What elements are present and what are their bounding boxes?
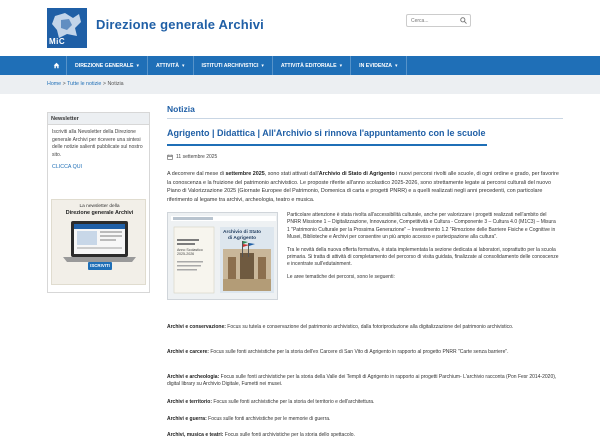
breadcrumb-current: Notizia xyxy=(107,81,124,87)
nav-label: ATTIVITÀ xyxy=(156,62,179,69)
theme-item xyxy=(167,324,563,331)
article-paragraph: Particolare attenzione è stata rivolta all'accessibilità culturale, anche per valorizzare i progetti realizzati nell'ambito del PNRR Missione 1 – Digitalizzazione, Innovazione, Competitività e Cultura - Componente 3 – Cultura 4.0 (M1C3) – Misura 1 "Patrimonio Culturale per la Prossima Generazione" – Investimento 1.2 "Rimozione delle Barriere Fisiche e Cognitive in Musei, Biblioteche e Archivi per consentire un più ampio accesso e partecipazione alla cultura". xyxy=(287,212,556,241)
theme-text: Focus sulle fonti archivistiche per la storia della Valle dei Templi di Agrigento in rapporto ai progetti Parchium- L'archivio racconta (Pon Fesr 2014-2020), digital library su Archivio Digitale, Fumetti nei musei. xyxy=(167,374,557,388)
chevron-down-icon: ▾ xyxy=(136,62,140,69)
theme-item xyxy=(167,399,563,406)
nav-home[interactable] xyxy=(47,56,67,75)
nav-label: DIREZIONE GENERALE xyxy=(75,62,134,69)
home-icon xyxy=(53,62,60,69)
theme-name: Archivi, musica e teatri: xyxy=(167,432,224,438)
theme-text: Focus su tutela e conservazione del patrimonio archivistico, dalla fotoriproduzione alla digitalizzazione del patrimonio archivistico. xyxy=(225,324,514,330)
chevron-down-icon: ▾ xyxy=(182,62,185,69)
theme-text: Focus sulle fonti archivistiche per la storia dell'ex Carcere di San Vito di Agrigento in rapporto al progetto PNRR "Carte senza barriere". xyxy=(208,349,509,355)
poster-title1: Archivio di Stato xyxy=(223,230,262,235)
theme-text: Focus sulle fonti archivistiche per la storia dello spettacolo. xyxy=(223,432,355,438)
article-image[interactable] xyxy=(167,212,278,300)
nav-direzione-generale[interactable] xyxy=(67,56,148,75)
nav-in-evidenza[interactable] xyxy=(351,56,406,75)
site-header xyxy=(0,0,600,56)
article-date-row xyxy=(167,154,563,160)
nav-label: ISTITUTI ARCHIVISTICI xyxy=(201,62,259,69)
article-headline: Agrigento | Didattica | All'Archivio si rinnova l'appuntamento con le scuole xyxy=(167,128,487,146)
article-paragraph: Le aree tematiche dei percorsi, sono le seguenti: xyxy=(287,273,395,280)
promo-line1: La newsletter della xyxy=(79,204,120,209)
search-input[interactable] xyxy=(407,15,457,26)
mic-logo[interactable] xyxy=(47,8,87,48)
nav-label: ATTIVITÀ EDITORIALE xyxy=(280,62,337,69)
breadcrumb-all-news[interactable]: Tutte le notizie xyxy=(67,81,102,87)
theme-name: Archivi e conservazione: xyxy=(167,324,226,330)
newsletter-promo-banner[interactable] xyxy=(51,199,146,285)
theme-name: Archivi e archeologia: xyxy=(167,374,220,380)
site-title[interactable]: Direzione generale Archivi xyxy=(96,17,264,32)
intro-bold: Archivio di Stato di Agrigento xyxy=(318,171,395,177)
newsletter-widget xyxy=(47,112,150,293)
nav-attivita[interactable] xyxy=(148,56,193,75)
theme-item xyxy=(167,374,563,389)
nav-label: IN EVIDENZA xyxy=(359,62,392,69)
theme-name: Archivi e territorio: xyxy=(167,399,213,405)
intro-text: i nuovi percorsi rivolti alle scuole, di ogni ordine e grado, per favorire la conoscenza e la fruizione del patrimonio archivistico. Le proposte riferite all'anno scolastico 2025-2026, sono strettamente legate ai percorsi culturali del nuovo Piano di Valorizzazione 2025 (Giornate Europee del Patrimonio, Domenica di carta e progetti PNRR) e a quelli realizzati negli anni precedenti, con particolare riferimento al legame tra archivi, archeologia, teatro e musica. xyxy=(167,171,559,203)
intro-text: A decorrere dal mese di xyxy=(167,171,226,177)
article-paragraph: Tra le novità della nuova offerta formativa, è stata implementata la sezione dedicata ai laboratori, soprattutto per la scuola primaria. Si tratta di attività di completamento del percorso di visita guidata, finalizzate al consolidamento delle conoscenze e incentrate sull'edutainment. xyxy=(287,246,559,268)
subscribe-button[interactable]: ISCRIVITI xyxy=(88,262,112,270)
search-box xyxy=(406,14,471,27)
main-nav xyxy=(0,56,600,75)
chevron-down-icon: ▾ xyxy=(395,62,398,69)
theme-item xyxy=(167,416,563,423)
promo-line2: Direzione generale Archivi xyxy=(65,210,134,216)
theme-item xyxy=(167,349,563,356)
figure-row xyxy=(167,212,563,304)
page-title: Notizia xyxy=(167,103,563,119)
newsletter-link[interactable]: CLICCA QUI xyxy=(52,164,83,171)
theme-name: Archivi e carcere: xyxy=(167,349,209,355)
article-intro xyxy=(167,170,563,204)
intro-bold: settembre 2025 xyxy=(225,171,265,177)
laptop-icon xyxy=(61,219,138,263)
nav-attivita-editoriale[interactable] xyxy=(273,56,351,75)
poster-subtitle: Anno Scolastico 2025-2026 xyxy=(177,248,203,257)
newsletter-title: Newsletter xyxy=(48,113,149,125)
newsletter-text: Iscriviti alla Newsletter della Direzione generale Archivi per ricevere una sintesi delle notizie salienti pubblicate sul nostro sito. xyxy=(52,129,143,158)
chevron-down-icon: ▾ xyxy=(261,62,264,69)
breadcrumb-home[interactable]: Home xyxy=(47,81,62,87)
poster-title2: di Agrigento xyxy=(228,236,257,241)
chevron-down-icon: ▾ xyxy=(339,62,343,69)
theme-text: Focus sulle fonti archivistiche per la storia del territorio e dell'architettura. xyxy=(212,399,375,405)
theme-name: Archivi e guerra: xyxy=(167,416,207,422)
logo-text: MiC xyxy=(49,37,66,46)
breadcrumb xyxy=(0,75,600,94)
theme-item xyxy=(167,432,563,439)
intro-text: , sono stati attivati dall' xyxy=(264,171,319,177)
nav-istituti-archivistici[interactable] xyxy=(194,56,273,75)
article-date: 11 settembre 2025 xyxy=(176,154,218,160)
breadcrumb-separator: > xyxy=(62,81,66,87)
calendar-icon xyxy=(167,154,173,160)
article xyxy=(167,103,563,438)
article-side-text xyxy=(287,212,559,286)
theme-text: Focus sulle fonti archivistiche per le memorie di guerra. xyxy=(206,416,331,422)
search-icon[interactable] xyxy=(460,17,467,24)
breadcrumb-separator: > xyxy=(102,81,106,87)
